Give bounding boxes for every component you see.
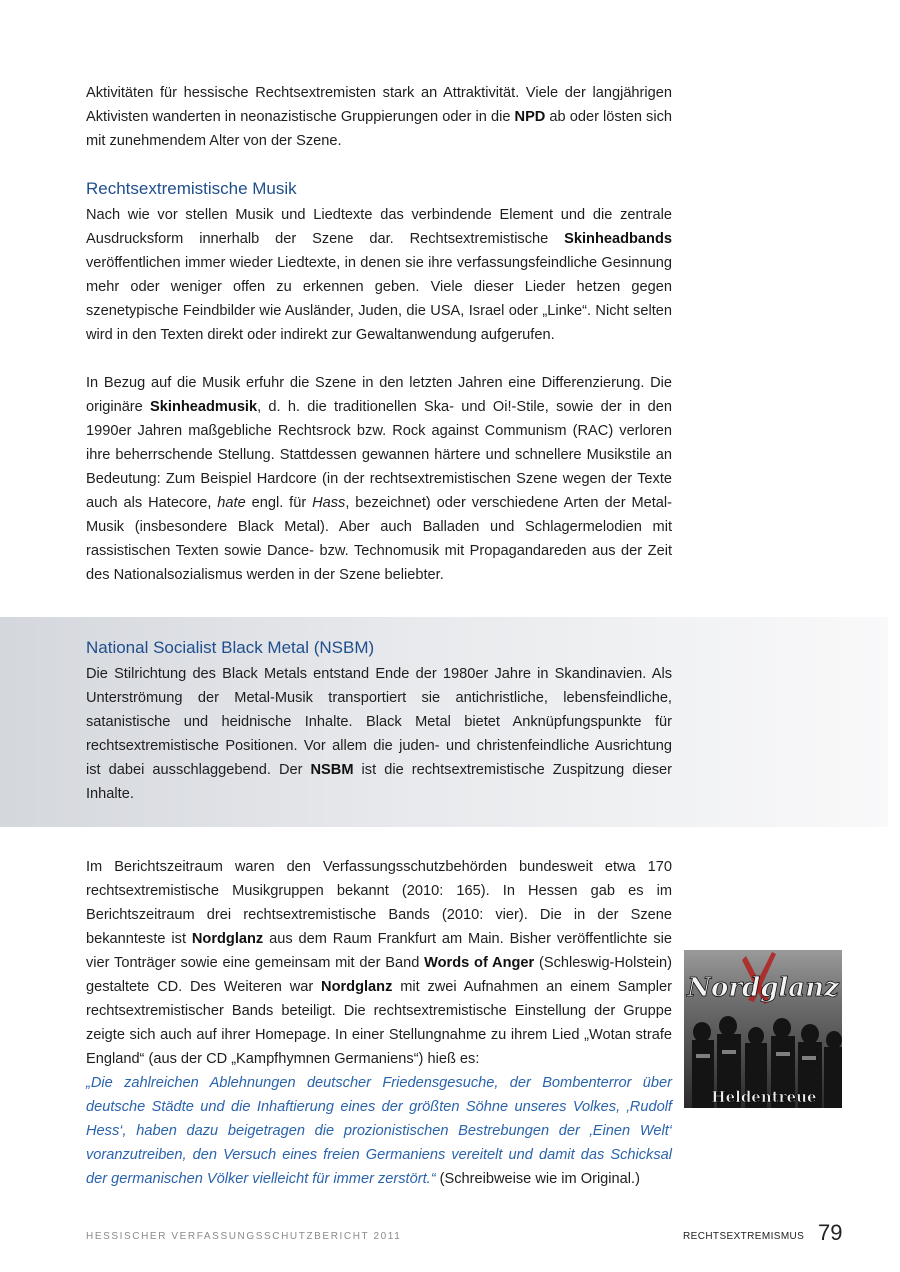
- intro-paragraph: [86, 81, 672, 153]
- intro-text-end: ab oder lösten sich mit zunehmendem Alter von der Szene.: [86, 109, 672, 149]
- quote-note: (Schreibweise wie im Original.): [435, 1171, 640, 1187]
- music-paragraph-1: Nach wie vor stellen Musik und Liedtexte das verbindende Element und die zentrale Ausdrucksform innerhalb der Szene dar. Rechtsextremistische Skinheadbands veröffentlichen immer wieder Liedtexte, in denen sie ihre verfassungsfeindliche Gesinnung mehr oder weniger offen zu erkennen geben. Viele dieser Lieder hetzen gegen szenetypische Feindbilder wie Ausländer, Juden, die USA, Israel oder „Linke“. Nicht selten wird in den Texten direkt oder indirekt zur Gewaltanwendung aufgerufen.: [86, 207, 672, 343]
- nordglanz-term: Nordglanz: [191, 931, 264, 947]
- album-title: Heldentreue: [711, 1088, 817, 1106]
- bands-paragraph: Im Berichtszeitraum waren den Verfassungsschutzbehörden bundesweit etwa 170 rechtsextremistische Musikgruppen bekannt (2010: 165). In Hessen gab es im Berichtszeitraum drei rechtsextremistische Bands (2010: vier). Die in der Szene bekannteste ist Nordglanz aus dem Raum Frankfurt am Main. Bisher veröffentlichte sie vier Tonträger sowie eine gemeinsam mit der Band Words of Anger (Schleswig-Holstein) gestaltete CD. Des Weiteren war Nordglanz mit zwei Aufnahmen an einem Sampler rechtsextremistischer Bands beteiligt. Die rechtsextremistische Einstellung der Gruppe zeigte sich auch auf ihrer Homepage. In einer Stellungnahme zu ihrem Lied „Wotan strafe England“ (aus der CD „Kampfhymnen Germaniens“) hieß es:: [86, 859, 673, 1067]
- music-heading: Rechtsextremistische Musik: [86, 179, 297, 198]
- nsbm-paragraph: Die Stilrichtung des Black Metals entstand Ende der 1980er Jahre in Skandinavien. Als Unterströmung der Metal-Musik transportiert sie antichristliche, lebensfeindliche, satanistische und heidnische Inhalte. Black Metal bietet Anknüpfungspunkte für rechtsextremistische Positionen. Vor allem die juden- und christenfeindliche Ausrichtung ist dabei ausschlaggebend. Der NSBM ist die rechtsextremistische Zuspitzung dieser Inhalte.: [86, 666, 672, 802]
- words-of-anger-term: Words of Anger: [424, 955, 535, 971]
- page-number: 79: [818, 1220, 843, 1245]
- album-cover-image: [684, 950, 842, 1108]
- footer-section: RECHTSEXTREMISMUS: [683, 1231, 805, 1242]
- skinheadbands-term: Skinheadbands: [564, 231, 672, 247]
- nsbm-heading: National Socialist Black Metal (NSBM): [86, 638, 375, 657]
- band-quote: „Die zahlreichen Ablehnungen deutscher Friedensgesuche, der Bombenterror über deutsche Städte und die Inhaftierung eines der größten Söhne unseres Volkes, ‚Rudolf Hess‘, haben dazu beigetragen die prozionistischen Bestrebungen der ‚Einen Welt‘ voranzutreiben, den Versuch eines freien Germaniens vereitelt und damit das Schicksal der germanischen Völker vielleicht für immer zerstört.“: [86, 1075, 672, 1187]
- music-paragraph-2: In Bezug auf die Musik erfuhr die Szene in den letzten Jahren eine Differenzierung. Die originäre Skinheadmusik, d. h. die traditionellen Ska- und Oi!-Stile, sowie der in den 1990er Jahren maßgebliche Rechtsrock bzw. Rock against Communism (RAC) verloren ihre beherrschende Stellung. Stattdessen gewannen härtere und schnellere Musikstile an Bedeutung: Zum Beispiel Hardcore (in der rechtsextremistischen Szene wegen der Texte auch als Hatecore, hate engl. für Hass, bezeichnet) oder verschiedene Arten der Metal-Musik (insbesondere Black Metal). Aber auch Balladen und Schlagermelodien mit rassistischen Texten sowie Dance- bzw. Technomusik mit Propagandareden aus der Zeit des Nationalsozialismus werden in der Szene beliebter.: [86, 375, 672, 583]
- album-band-logo: Nordglanz: [687, 973, 839, 1003]
- nsbm-term: NSBM: [310, 762, 354, 778]
- npd-term: NPD: [514, 109, 546, 125]
- quote-paragraph: [86, 1071, 672, 1191]
- album-cover-art: [684, 950, 842, 1108]
- nordglanz-term-2: Nordglanz: [321, 979, 393, 995]
- intro-text: Aktivitäten für hessische Rechtsextremisten stark an Attraktivität. Viele der langjährigen Aktivisten wanderten in neonazistische Gruppierungen oder in die: [86, 85, 672, 125]
- skinheadmusik-term: Skinheadmusik: [150, 399, 258, 415]
- footer-publication: HESSISCHER VERFASSUNGSSCHUTZBERICHT 2011: [86, 1231, 402, 1242]
